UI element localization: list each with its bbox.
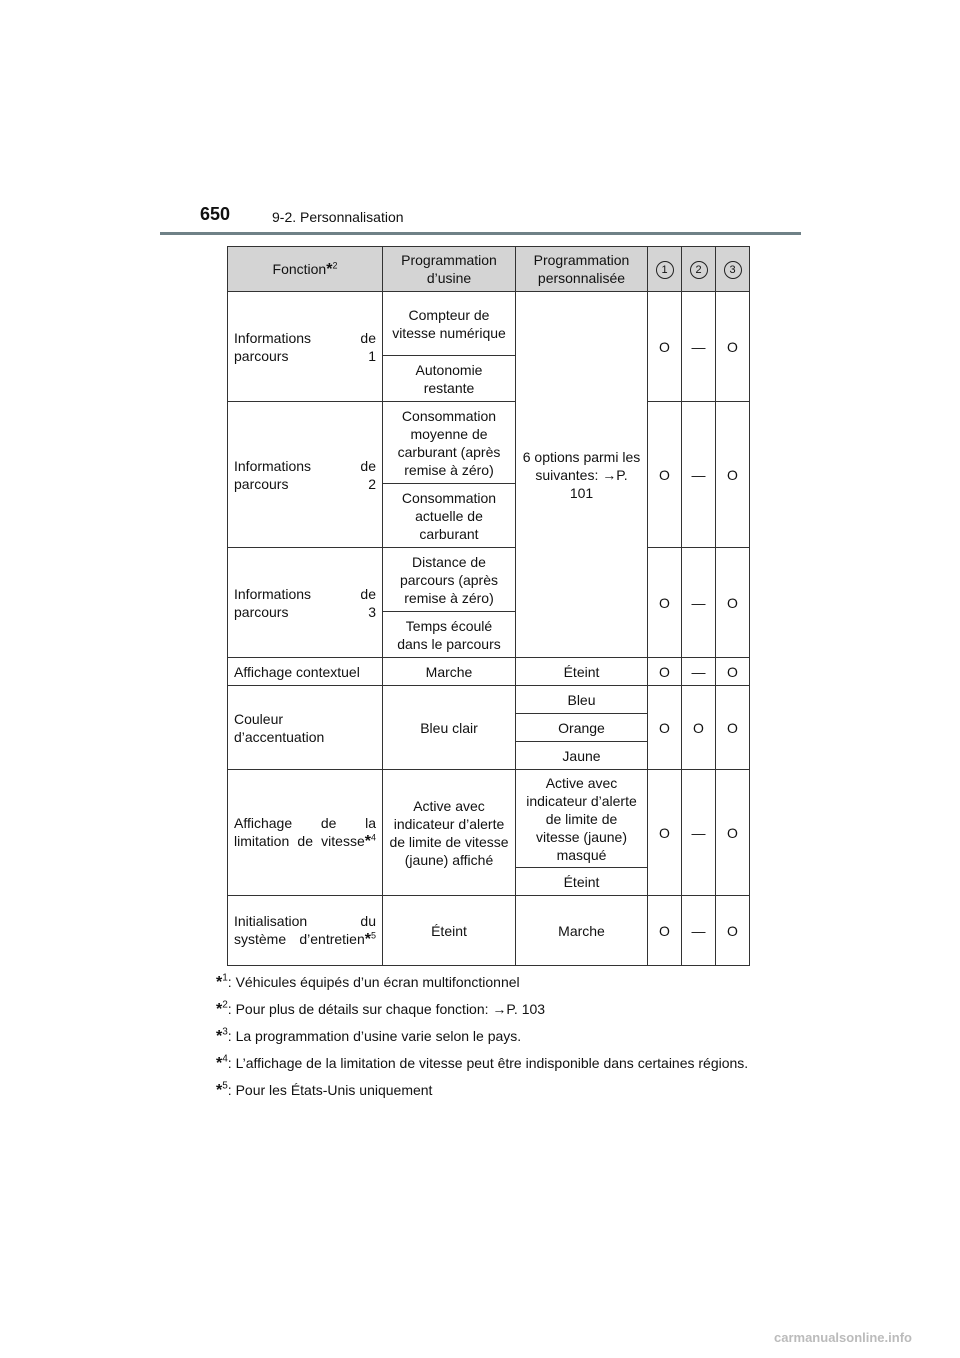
table-row <box>228 402 750 484</box>
table-header-row <box>228 247 750 292</box>
table-row <box>228 770 750 868</box>
row-col-2: — <box>682 548 716 658</box>
header-factory: Programmation d’usine <box>383 247 516 292</box>
footnote-5: *$^5$: Pour les États-Unis uniquement <box>216 1080 433 1099</box>
row-factory: Distance de parcours (après remise à zéro) <box>383 548 516 612</box>
row-factory: Compteur de vitesse numérique <box>383 292 516 356</box>
footnote-4: *$^4$: L’affichage de la limitation de vitesse peut être indisponible dans certaines régions. <box>216 1053 749 1072</box>
footnote-2: *$^2$: Pour plus de détails sur chaque fonction: →P. 103 <box>216 999 546 1018</box>
header-custom: Programmation personnalisée <box>516 247 648 292</box>
header-function: Fonction*$^2$ <box>228 247 383 292</box>
row-col-2: — <box>682 402 716 548</box>
row-col-2: — <box>682 896 716 966</box>
row-function: Informations de parcours 2 <box>228 402 383 548</box>
row-col-1: O <box>648 770 682 896</box>
table-row <box>228 686 750 714</box>
row-function: Initialisation du système d’entretien*$^5$ <box>228 896 383 966</box>
row-col-1: O <box>648 686 682 770</box>
table-row <box>228 292 750 356</box>
section-title: 9-2. Personnalisation <box>272 209 404 225</box>
row-function: Informations de parcours 3 <box>228 548 383 658</box>
row-factory: Consommation moyenne de carburant (après remise à zéro) <box>383 402 516 484</box>
footnotes <box>216 972 756 1107</box>
row-col-2: — <box>682 770 716 896</box>
row-custom: Éteint <box>516 868 648 896</box>
row-col-3: O <box>716 402 750 548</box>
settings-table <box>227 246 750 966</box>
row-custom: Jaune <box>516 742 648 770</box>
row-function: Couleur d’accentuation <box>228 686 383 770</box>
row-function: Affichage contextuel <box>228 658 383 686</box>
row-factory: Temps écoulé dans le parcours <box>383 612 516 658</box>
row-factory: Marche <box>383 658 516 686</box>
row-factory: Consommation actuelle de carburant <box>383 484 516 548</box>
row-custom: Bleu <box>516 686 648 714</box>
row-custom: Marche <box>516 896 648 966</box>
header-col-1: 1 <box>648 247 682 292</box>
table-row <box>228 658 750 686</box>
header-rule <box>160 232 801 235</box>
row-col-1: O <box>648 402 682 548</box>
row-col-2: O <box>682 686 716 770</box>
watermark: carmanualsonline.info <box>774 1330 912 1345</box>
row-factory: Bleu clair <box>383 686 516 770</box>
row-col-1: O <box>648 896 682 966</box>
row-col-3: O <box>716 658 750 686</box>
page-number: 650 <box>200 204 231 224</box>
row-factory: Éteint <box>383 896 516 966</box>
row-custom: Éteint <box>516 658 648 686</box>
row-factory: Active avec indicateur d’alerte de limite de vitesse (jaune) affiché <box>383 770 516 896</box>
row-col-1: O <box>648 548 682 658</box>
row-col-3: O <box>716 548 750 658</box>
row-factory: Autonomie restante <box>383 356 516 402</box>
row-col-3: O <box>716 770 750 896</box>
row-col-1: O <box>648 658 682 686</box>
table-row <box>228 896 750 966</box>
footnote-3: *$^3$: La programmation d’usine varie selon le pays. <box>216 1026 522 1045</box>
row-col-3: O <box>716 292 750 402</box>
header-col-3: 3 <box>716 247 750 292</box>
row-col-1: O <box>648 292 682 402</box>
row-col-2: — <box>682 658 716 686</box>
header-col-2: 2 <box>682 247 716 292</box>
row-col-3: O <box>716 686 750 770</box>
row-col-2: — <box>682 292 716 402</box>
footnote-1: *$^1$: Véhicules équipés d’un écran multifonctionnel <box>216 972 520 991</box>
table-row <box>228 548 750 612</box>
row-function: Affichage de la limitation de vitesse*$^4$ <box>228 770 383 896</box>
row-custom: Orange <box>516 714 648 742</box>
row-function: Informations de parcours 1 <box>228 292 383 402</box>
trip-shared-custom: 6 options parmi les suivantes: →P. 101 <box>516 292 648 658</box>
row-col-3: O <box>716 896 750 966</box>
row-custom: Active avec indicateur d’alerte de limite de vitesse (jaune) masqué <box>516 770 648 868</box>
